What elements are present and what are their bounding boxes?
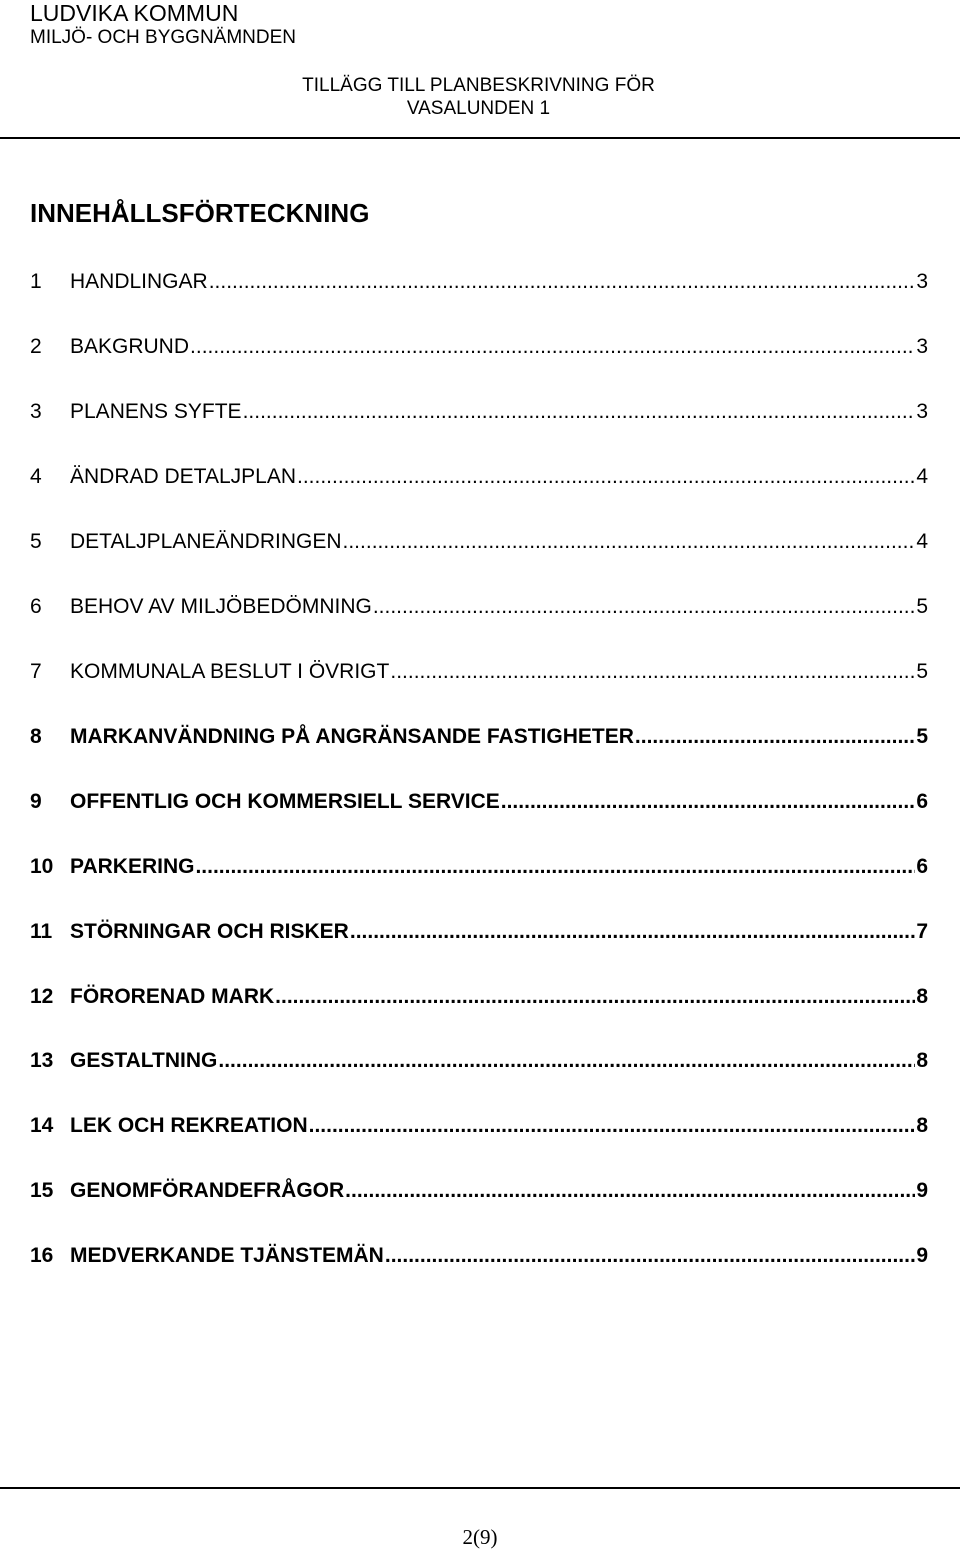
toc-entry-page: 8 bbox=[916, 985, 928, 1008]
toc-entry-number: 4 bbox=[30, 465, 42, 488]
organization-name: LUDVIKA KOMMUN bbox=[30, 0, 239, 26]
toc-entry[interactable] bbox=[30, 980, 928, 1010]
toc-entry-page: 9 bbox=[916, 1179, 928, 1202]
toc-entry-page: 6 bbox=[916, 790, 928, 813]
toc-dot-leader bbox=[243, 399, 916, 425]
toc-entry-page: 8 bbox=[916, 1049, 928, 1072]
toc-entry-title: GESTALTNING bbox=[70, 1049, 218, 1072]
toc-entry[interactable] bbox=[30, 785, 928, 815]
toc-entry-title: LEK OCH REKREATION bbox=[70, 1114, 308, 1137]
toc-entry-number: 10 bbox=[30, 855, 54, 878]
toc-dot-leader bbox=[195, 854, 915, 880]
toc-entry-title: STÖRNINGAR OCH RISKER bbox=[70, 920, 349, 943]
document-title-line2: VASALUNDEN 1 bbox=[406, 98, 551, 119]
toc-dot-leader bbox=[345, 1178, 915, 1204]
toc-entry-page: 5 bbox=[916, 595, 928, 618]
toc-entry-title: DETALJPLANEÄNDRINGEN bbox=[70, 530, 342, 553]
page-number: 2(9) bbox=[462, 1525, 498, 1549]
toc-entry[interactable] bbox=[30, 720, 928, 750]
toc-entry-title: GENOMFÖRANDEFRÅGOR bbox=[70, 1179, 345, 1202]
toc-dot-leader bbox=[343, 529, 916, 555]
toc-entry-page: 4 bbox=[916, 530, 928, 553]
toc-dot-leader bbox=[350, 919, 915, 945]
toc-entry-page: 8 bbox=[916, 1114, 928, 1137]
toc-entry-page: 3 bbox=[916, 270, 928, 293]
footer-divider bbox=[0, 1487, 960, 1489]
document-title-line1: TILLÄGG TILL PLANBESKRIVNING FÖR bbox=[302, 75, 655, 96]
toc-entry[interactable] bbox=[30, 1174, 928, 1204]
toc-dot-leader bbox=[635, 724, 915, 750]
toc-dot-leader bbox=[501, 789, 916, 815]
toc-entry-page: 7 bbox=[916, 920, 928, 943]
toc-dot-leader bbox=[275, 984, 915, 1010]
toc-entry-title: PARKERING bbox=[70, 855, 195, 878]
toc-entry-page: 3 bbox=[916, 400, 928, 423]
toc-entry-number: 16 bbox=[30, 1244, 54, 1267]
toc-entry-page: 3 bbox=[916, 335, 928, 358]
toc-dot-leader bbox=[385, 1243, 915, 1269]
toc-entry-title: BEHOV AV MILJÖBEDÖMNING bbox=[70, 595, 372, 618]
toc-entry-number: 8 bbox=[30, 725, 42, 748]
toc-entry-title: FÖRORENAD MARK bbox=[70, 985, 275, 1008]
toc-entry-number: 9 bbox=[30, 790, 42, 813]
toc-entry[interactable] bbox=[30, 655, 928, 685]
toc-entry-title: PLANENS SYFTE bbox=[70, 400, 242, 423]
toc-entry-number: 13 bbox=[30, 1049, 54, 1072]
toc-entry-page: 5 bbox=[916, 725, 928, 748]
toc-dot-leader bbox=[297, 464, 915, 490]
toc-entry-title: OFFENTLIG OCH KOMMERSIELL SERVICE bbox=[70, 790, 500, 813]
toc-heading: INNEHÅLLSFÖRTECKNING bbox=[30, 198, 370, 228]
toc-entry-number: 5 bbox=[30, 530, 42, 553]
toc-entry[interactable] bbox=[30, 1109, 928, 1139]
toc-entry-number: 12 bbox=[30, 985, 54, 1008]
toc-entry-title: MEDVERKANDE TJÄNSTEMÄN bbox=[70, 1244, 384, 1267]
toc-entry[interactable] bbox=[30, 590, 928, 620]
toc-entry[interactable] bbox=[30, 395, 928, 425]
toc-entry-page: 9 bbox=[916, 1244, 928, 1267]
toc-dot-leader bbox=[209, 269, 916, 295]
toc-entry-title: KOMMUNALA BESLUT I ÖVRIGT bbox=[70, 660, 390, 683]
toc-entry-page: 5 bbox=[916, 660, 928, 683]
toc-entry-title: MARKANVÄNDNING PÅ ANGRÄNSANDE FASTIGHETER bbox=[70, 725, 634, 748]
toc-entry[interactable] bbox=[30, 850, 928, 880]
toc-entry-title: ÄNDRAD DETALJPLAN bbox=[70, 465, 296, 488]
toc-entry[interactable] bbox=[30, 460, 928, 490]
toc-entry-number: 15 bbox=[30, 1179, 54, 1202]
toc-entry[interactable] bbox=[30, 525, 928, 555]
toc-entry[interactable] bbox=[30, 1044, 928, 1074]
toc-entry[interactable] bbox=[30, 1239, 928, 1269]
toc-entry-number: 14 bbox=[30, 1114, 54, 1137]
header-divider bbox=[0, 137, 960, 139]
toc-dot-leader bbox=[190, 334, 915, 360]
toc-dot-leader bbox=[390, 659, 915, 685]
toc-entry-title: HANDLINGAR bbox=[70, 270, 208, 293]
toc-entry-page: 6 bbox=[916, 855, 928, 878]
toc-entry[interactable] bbox=[30, 265, 928, 295]
toc-entry-number: 3 bbox=[30, 400, 42, 423]
toc-entry[interactable] bbox=[30, 915, 928, 945]
toc-dot-leader bbox=[309, 1113, 916, 1139]
toc-entry-title: BAKGRUND bbox=[70, 335, 190, 358]
toc-entry-number: 6 bbox=[30, 595, 42, 618]
toc-entry-number: 11 bbox=[30, 920, 53, 943]
toc-dot-leader bbox=[373, 594, 915, 620]
toc-entry-number: 1 bbox=[30, 270, 42, 293]
toc-entry-number: 2 bbox=[30, 335, 42, 358]
toc-dot-leader bbox=[218, 1048, 915, 1074]
toc-entry-page: 4 bbox=[916, 465, 928, 488]
toc-entry[interactable] bbox=[30, 330, 928, 360]
department-name: MILJÖ- OCH BYGGNÄMNDEN bbox=[30, 27, 297, 48]
toc-entry-number: 7 bbox=[30, 660, 42, 683]
